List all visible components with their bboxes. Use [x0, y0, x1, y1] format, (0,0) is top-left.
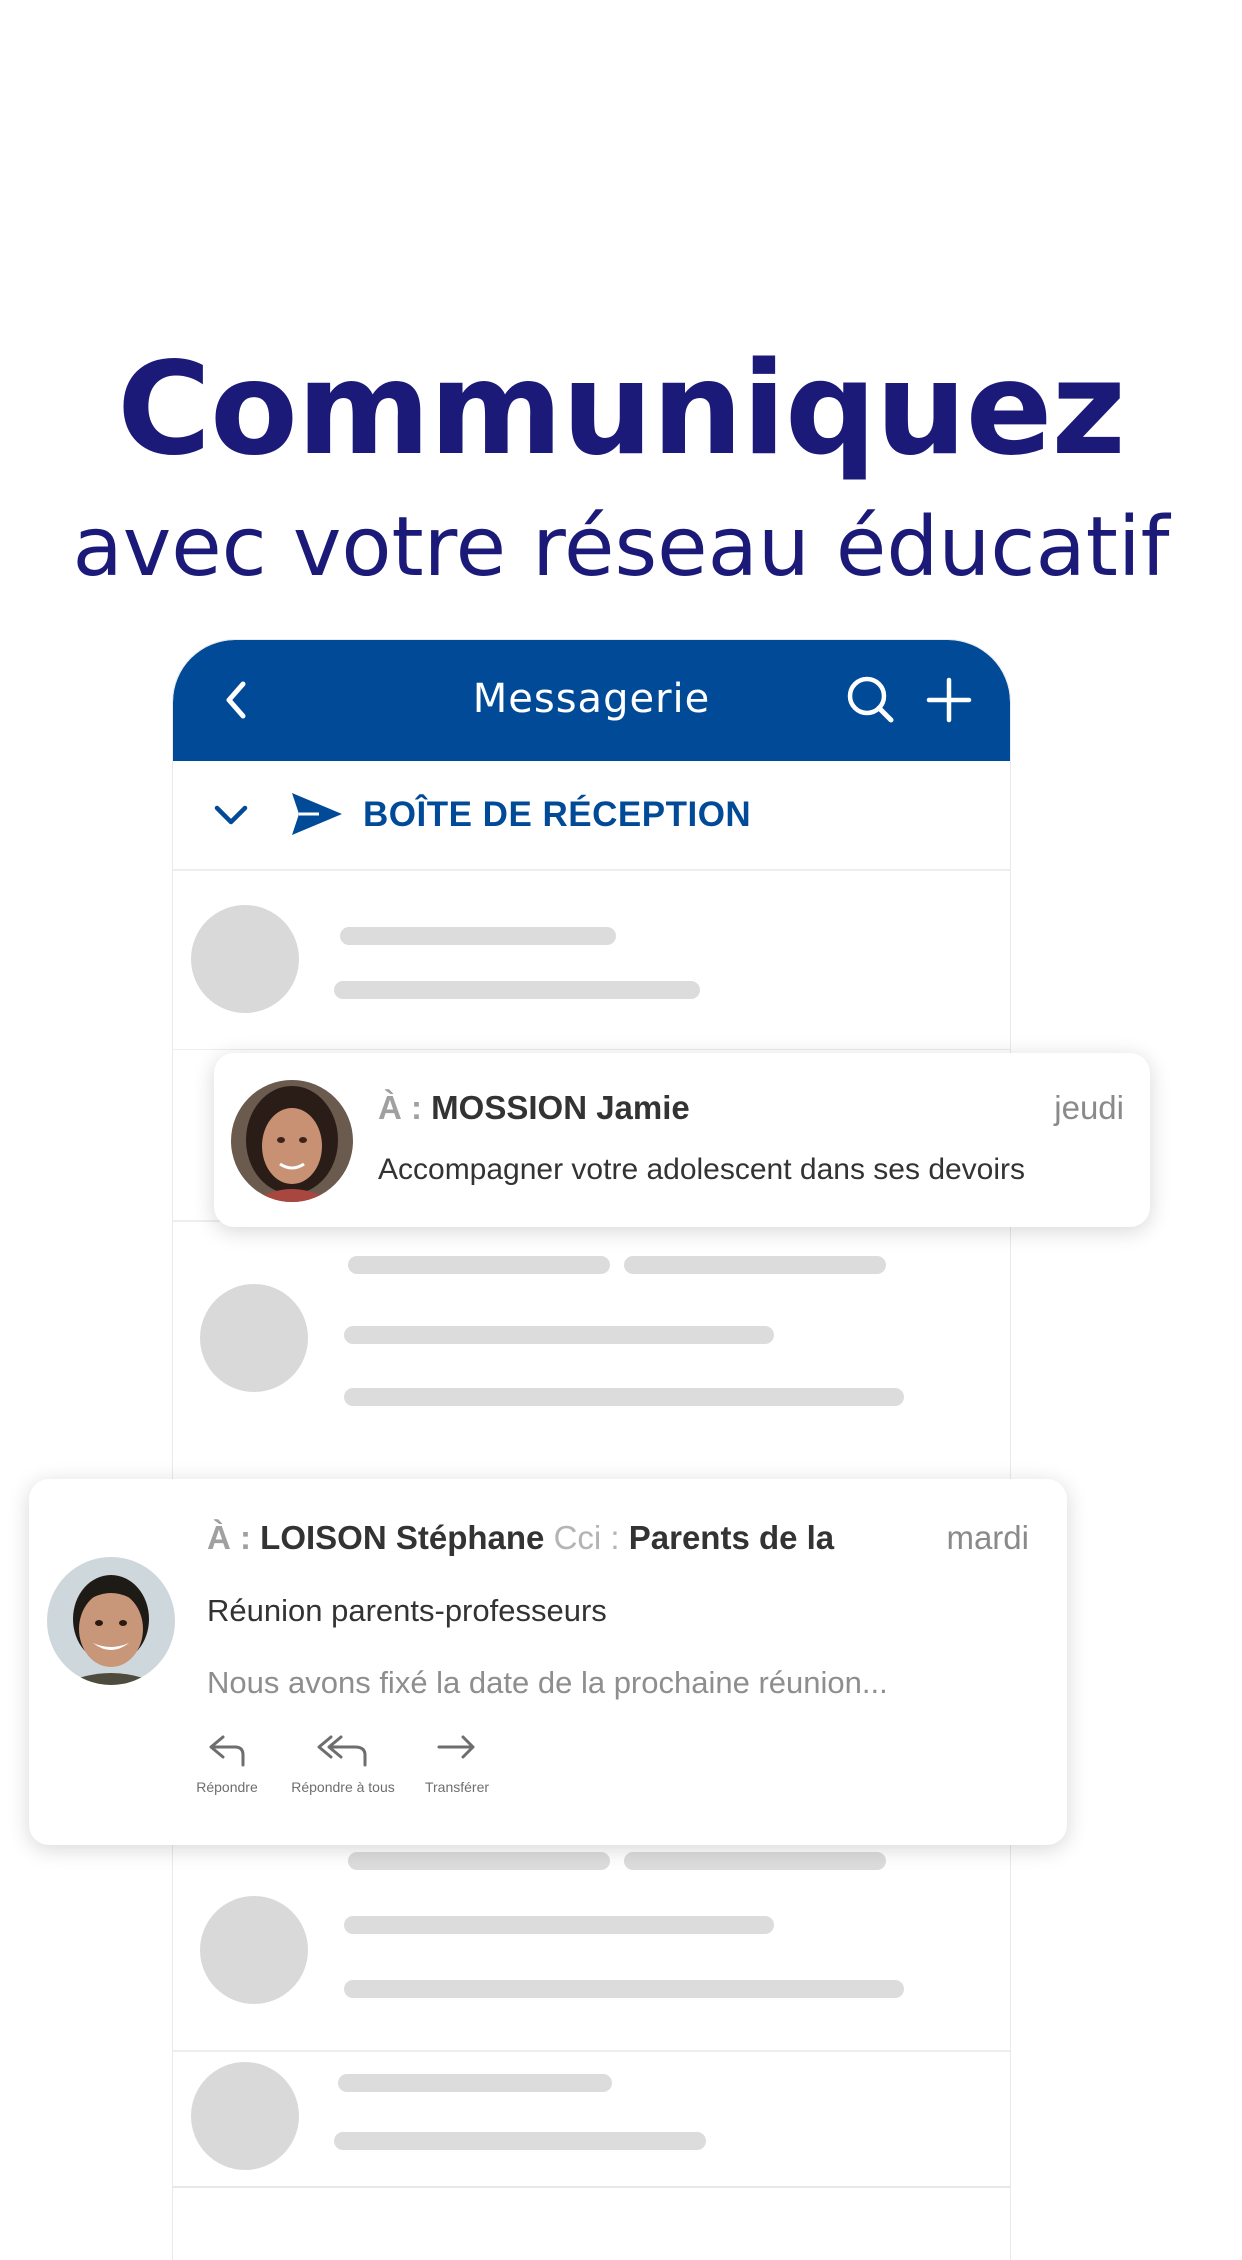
- message-subject: Réunion parents-professeurs: [207, 1593, 607, 1628]
- placeholder-line: [348, 1256, 610, 1274]
- search-icon[interactable]: [841, 670, 901, 730]
- plus-icon[interactable]: [919, 670, 979, 730]
- message-card-expanded[interactable]: [29, 1479, 1067, 1845]
- placeholder-line: [344, 1980, 904, 1998]
- placeholder-line: [624, 1852, 886, 1870]
- to-prefix: À :: [207, 1519, 251, 1556]
- send-icon: [289, 789, 345, 839]
- placeholder-avatar: [191, 2062, 299, 2170]
- placeholder-line: [334, 981, 700, 999]
- phone-mockup: [173, 640, 1010, 2260]
- placeholder-line: [334, 2132, 706, 2150]
- placeholder-avatar: [191, 905, 299, 1013]
- cc-recipient: Parents de la: [628, 1519, 835, 1556]
- placeholder-line: [344, 1916, 774, 1934]
- cc-prefix: Cci :: [553, 1519, 620, 1556]
- placeholder-avatar: [200, 1284, 308, 1392]
- forward-label: Transférer: [424, 1779, 490, 1795]
- placeholder-line: [348, 1852, 610, 1870]
- app-bar: [173, 640, 1010, 761]
- placeholder-line: [344, 1388, 904, 1406]
- reply-all-button[interactable]: [283, 1731, 403, 1795]
- forward-icon: [435, 1731, 479, 1771]
- reply-label: Répondre: [196, 1779, 258, 1795]
- recipient-line: [378, 1089, 690, 1127]
- folder-selector[interactable]: [173, 761, 1010, 871]
- placeholder-row: [173, 1850, 1010, 2052]
- placeholder-line: [624, 1256, 886, 1274]
- hero-subtitle: avec votre réseau éducatif: [72, 500, 1170, 595]
- placeholder-avatar: [200, 1896, 308, 2004]
- folder-label: BOÎTE DE RÉCEPTION: [363, 795, 752, 834]
- message-date: jeudi: [1054, 1089, 1124, 1126]
- message-subject: Accompagner votre adolescent dans ses devoirs: [378, 1153, 1026, 1186]
- message-preview: Nous avons fixé la date de la prochaine réunion...: [207, 1665, 888, 1700]
- avatar: [47, 1557, 175, 1685]
- reply-all-label: Répondre à tous: [291, 1779, 395, 1795]
- app-bar-title: Messagerie: [472, 676, 711, 722]
- placeholder-line: [340, 927, 616, 945]
- message-date: mardi: [946, 1519, 1029, 1556]
- chevron-down-icon[interactable]: [209, 793, 253, 837]
- hero-title: Communiquez: [117, 335, 1125, 484]
- recipient-line: [207, 1519, 834, 1557]
- to-prefix: À :: [378, 1089, 422, 1126]
- recipient-name: LOISON Stéphane: [260, 1519, 545, 1556]
- reply-icon: [205, 1731, 249, 1771]
- placeholder-line: [344, 1326, 774, 1344]
- message-card[interactable]: [214, 1053, 1150, 1227]
- reply-button[interactable]: [195, 1731, 259, 1795]
- recipient-name: MOSSION Jamie: [431, 1089, 690, 1126]
- forward-button[interactable]: [419, 1731, 495, 1795]
- placeholder-row: [173, 2052, 1010, 2186]
- placeholder-line: [338, 2074, 612, 2092]
- placeholder-row: [173, 1222, 1010, 1522]
- bottom-navigation: [173, 2186, 1010, 2260]
- placeholder-row: [173, 871, 1010, 1051]
- reply-all-icon: [315, 1731, 371, 1771]
- avatar: [231, 1080, 353, 1202]
